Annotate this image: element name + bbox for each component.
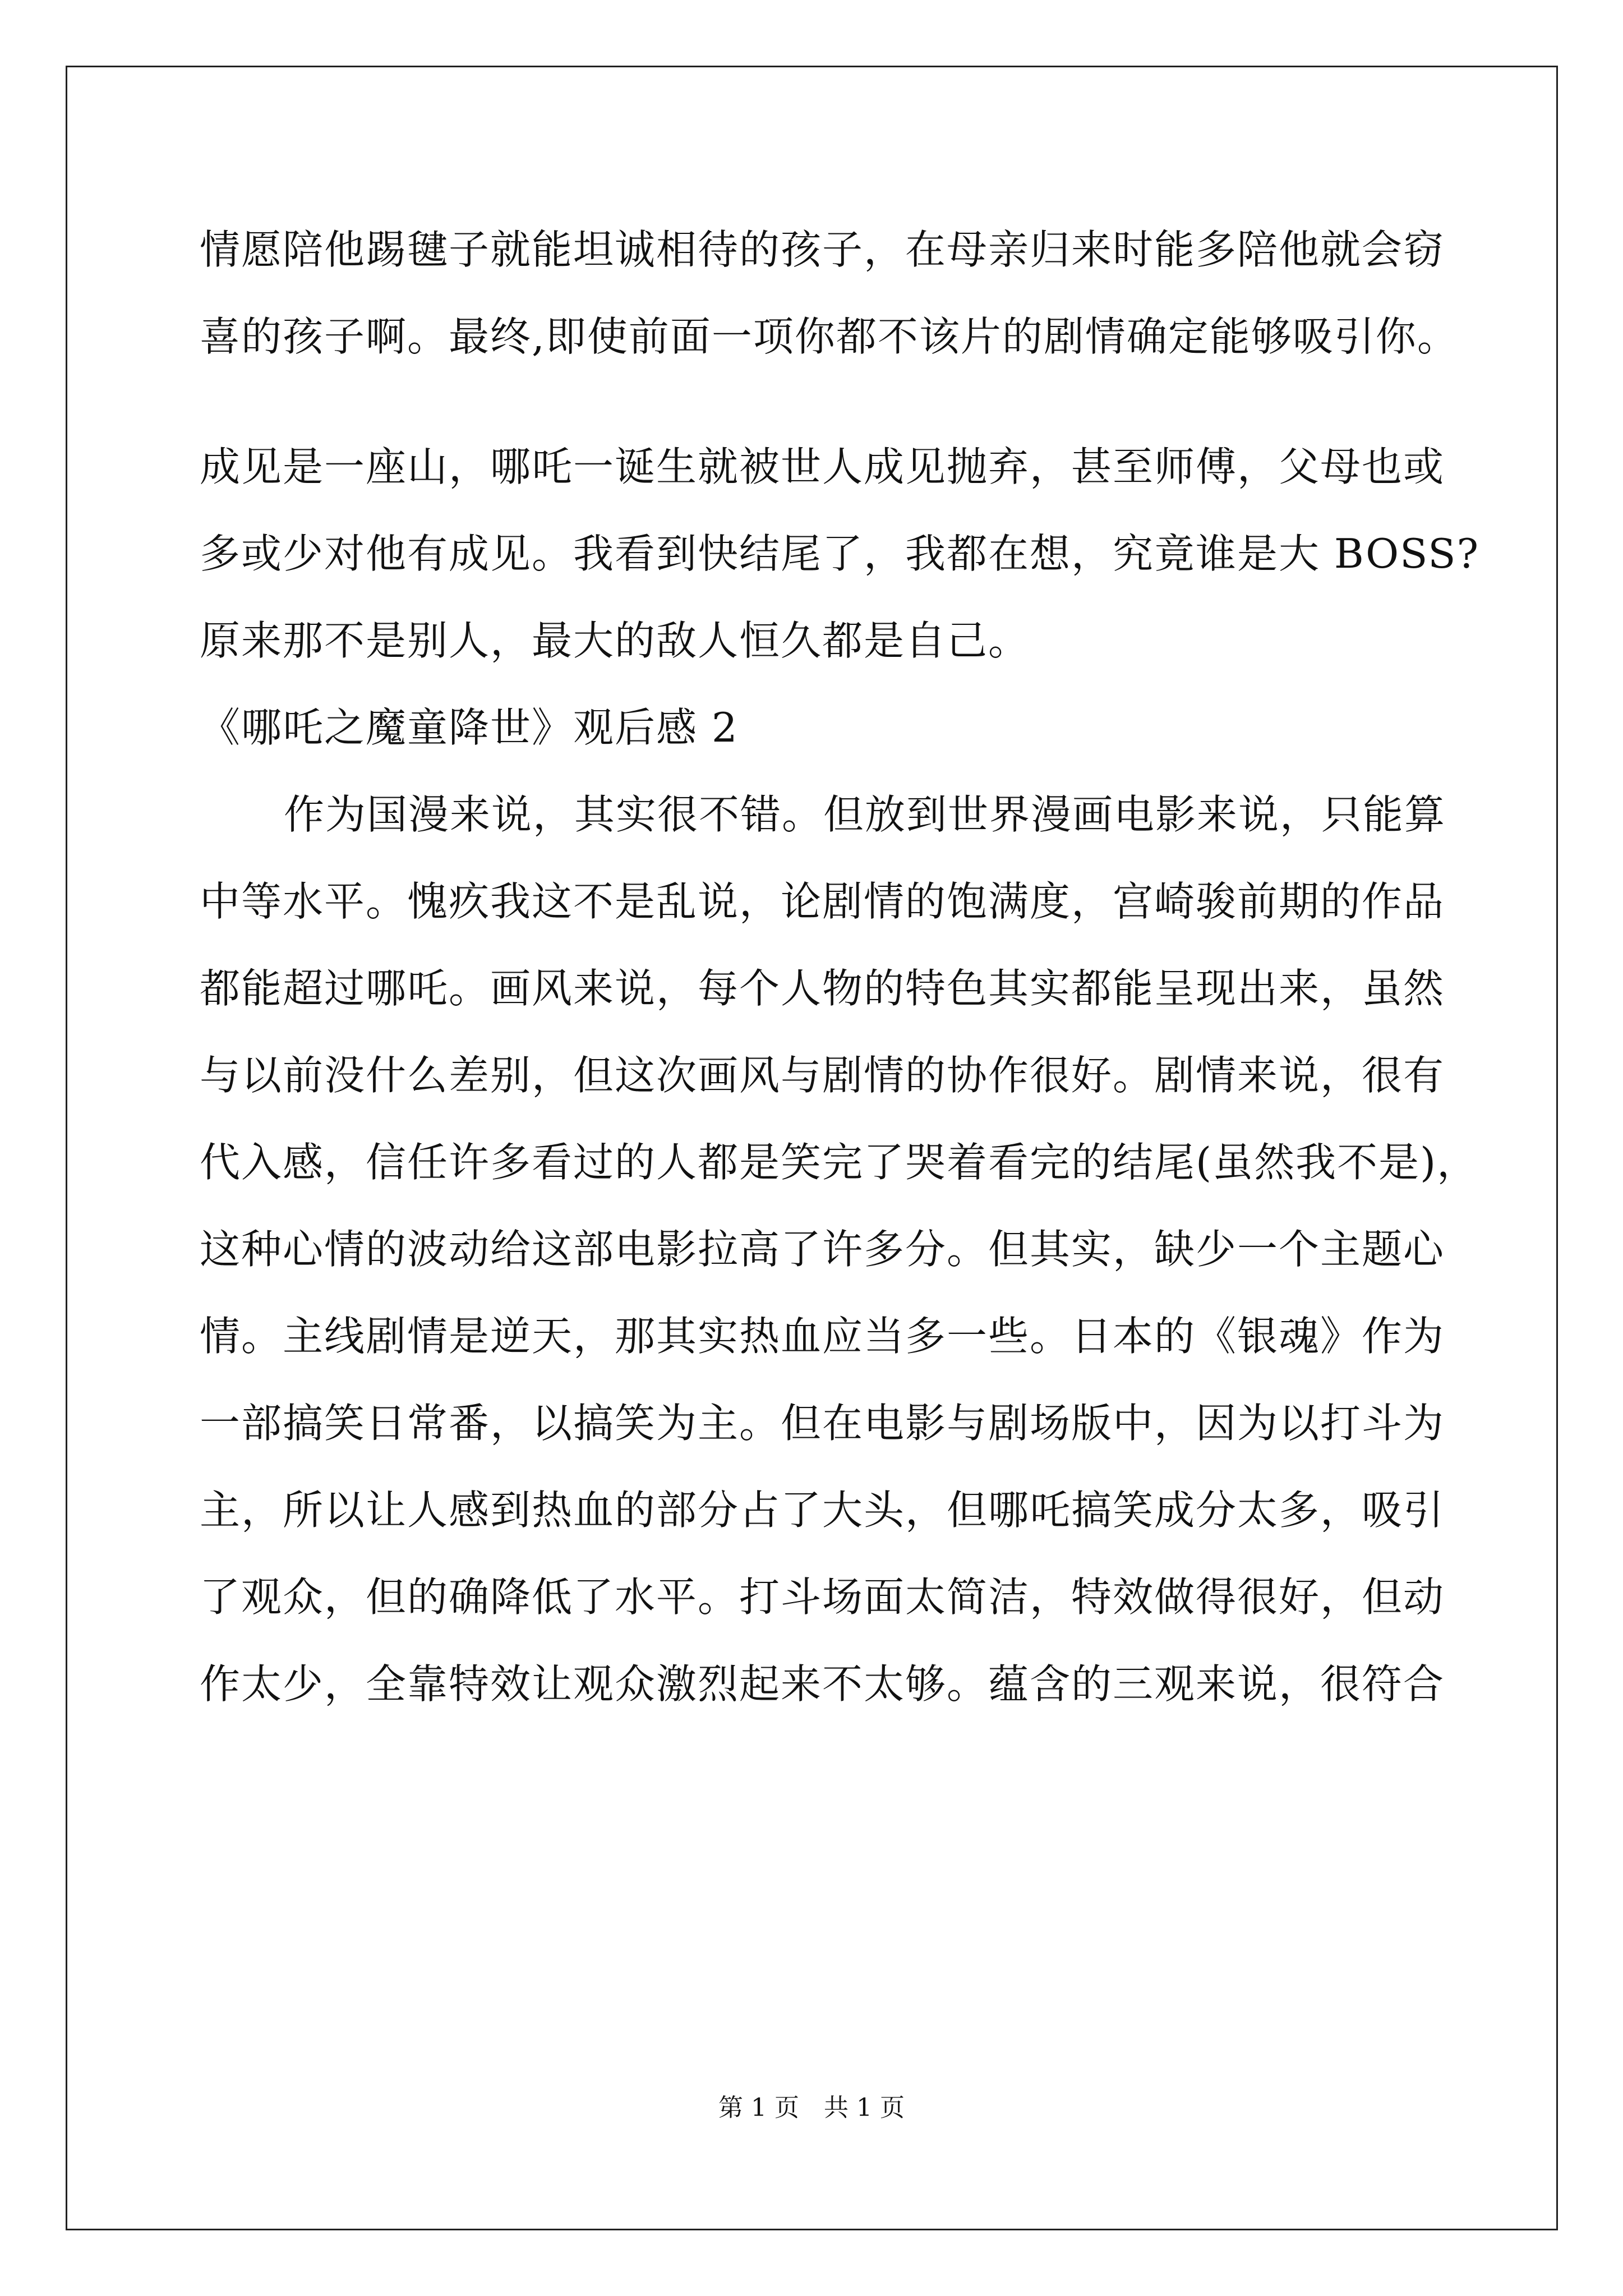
paragraph-2-line-9: 主，所以让人感到热血的部分占了大头，但哪吒搞笑成分太多，吸引 [200, 1487, 1445, 1534]
page-number: 第 1 页 [718, 2093, 799, 2122]
paragraph-1-line-5: 原来那不是别人，最大的敌人恒久都是自己。 [200, 617, 1030, 664]
paragraph-1-line-4: 多或少对他有成见。我看到快结尾了，我都在想，究竟谁是大 BOSS? [200, 530, 1480, 577]
paragraph-2-line-6: 这种心情的波动给这部电影拉高了许多分。但其实，缺少一个主题心 [200, 1226, 1445, 1273]
paragraph-2-line-4: 与以前没什么差别，但这次画风与剧情的协作很好。剧情来说，很有 [200, 1052, 1445, 1099]
paragraph-2-line-8: 一部搞笑日常番，以搞笑为主。但在电影与剧场版中，因为以打斗为 [200, 1400, 1445, 1447]
paragraph-1-line-3: 成见是一座山，哪吒一诞生就被世人成见抛弃，甚至师傅，父母也或 [200, 443, 1445, 490]
paragraph-1-line-2: 喜的孩子啊。最终,即使前面一项你都不该片的剧情确定能够吸引你。 [200, 313, 1459, 360]
paragraph-2-line-2: 中等水平。愧疚我这不是乱说，论剧情的饱满度，宫崎骏前期的作品 [200, 878, 1445, 925]
paragraph-2-line-5: 代入感，信任许多看过的人都是笑完了哭着看完的结尾(虽然我不是)， [200, 1139, 1479, 1186]
page-footer [0, 2092, 1623, 2124]
paragraph-2-line-3: 都能超过哪吒。画风来说，每个人物的特色其实都能呈现出来，虽然 [200, 965, 1445, 1012]
paragraph-2-line-1: 作为国漫来说，其实很不错。但放到世界漫画电影来说，只能算 [284, 791, 1446, 838]
page-total: 共 1 页 [824, 2093, 905, 2122]
paragraph-2-line-11: 作太少，全靠特效让观众激烈起来不太够。蕴含的三观来说，很符合 [200, 1660, 1445, 1708]
paragraph-2-line-10: 了观众，但的确降低了水平。打斗场面太简洁，特效做得很好，但动 [200, 1573, 1445, 1621]
paragraph-1-line-1: 情愿陪他踢毽子就能坦诚相待的孩子，在母亲归来时能多陪他就会窃 [200, 226, 1445, 273]
section-heading: 《哪吒之魔童降世》观后感 2 [200, 704, 739, 751]
paragraph-2-line-7: 情。主线剧情是逆天，那其实热血应当多一些。日本的《银魂》作为 [200, 1313, 1445, 1360]
